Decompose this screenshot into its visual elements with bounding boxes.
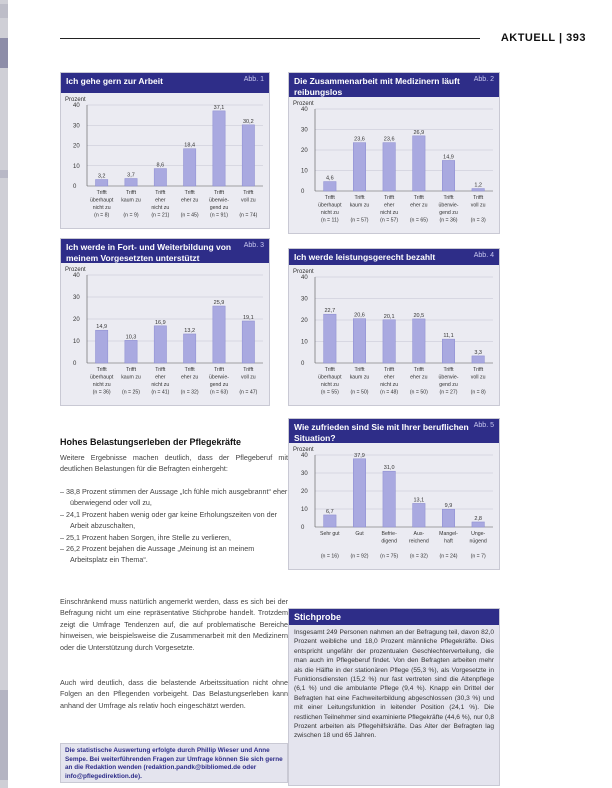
category-label: überwie- — [209, 374, 229, 381]
bar — [353, 459, 365, 527]
chart-title: Ich gehe gern zur Arbeit — [66, 76, 163, 86]
chart-panel-header — [61, 239, 269, 263]
category-label: eher — [155, 374, 166, 381]
bar — [442, 339, 454, 363]
bar-chart — [289, 265, 499, 405]
chart-panel-4 — [288, 248, 500, 406]
bar — [413, 319, 425, 363]
chart-panel-header — [289, 419, 499, 443]
bar — [442, 160, 454, 191]
category-label: kaum zu — [121, 197, 141, 204]
y-axis-label: Prozent — [293, 447, 314, 453]
category-label: (n = 91) — [209, 212, 229, 219]
category-label: (n = 21) — [151, 212, 170, 219]
data-label: 3,7 — [127, 172, 135, 179]
category-label: Trifft — [243, 190, 254, 196]
category-label: (n = 47) — [239, 389, 258, 396]
article-paragraph: Auch wird deutlich, dass die belastende Arbeitssituation nicht ohne Folgen an den Pflegenden vorbeigeht. Das Belastungserleben kann anhand der Umfrage als relativ hoch eingeschätzt werden. — [60, 678, 288, 710]
category-label: überhaupt — [89, 374, 114, 381]
category-label: Trifft — [125, 190, 137, 196]
data-label: 8,6 — [156, 162, 165, 169]
data-label: 14,9 — [96, 324, 108, 331]
category-label: Trifft — [413, 367, 424, 373]
category-label: (n = 24) — [439, 553, 458, 560]
category-label: Sehr gut — [320, 531, 340, 537]
category-label: (n = 41) — [151, 389, 170, 396]
list-item: – 25,1 Prozent haben Sorgen, ihre Stelle zu verlieren, — [60, 532, 232, 542]
chart-title: Wie zufrieden sind Sie mit Ihrer beruflichen Situation? — [294, 422, 469, 443]
category-label: überwie- — [438, 202, 459, 209]
data-label: 10,3 — [125, 334, 137, 341]
category-label: Trifft — [96, 190, 107, 196]
category-label: eher — [383, 374, 395, 381]
data-label: 13,1 — [413, 497, 425, 504]
bar — [324, 515, 336, 527]
category-label: eher zu — [181, 197, 199, 204]
category-label: digend — [381, 538, 397, 545]
category-label: Trifft — [155, 190, 166, 196]
bar — [213, 306, 225, 363]
category-label: (n = 16) — [320, 553, 339, 560]
bar — [383, 320, 395, 363]
data-label: 2,8 — [474, 515, 482, 522]
category-label: überwie- — [209, 197, 229, 204]
category-label: nügend — [469, 538, 487, 545]
category-label: nicht zu — [92, 382, 111, 388]
y-tick-label: 40 — [301, 107, 308, 113]
category-label: Trifft — [184, 367, 195, 373]
bar — [125, 340, 137, 363]
data-label: 26,9 — [413, 129, 425, 136]
y-tick-label: 20 — [73, 143, 80, 150]
category-label: eher — [155, 197, 166, 204]
category-label: eher zu — [410, 374, 428, 381]
bar — [324, 314, 336, 363]
chart-panel-header — [61, 73, 269, 93]
chart-title: Ich werde leistungsgerecht bezahlt — [294, 252, 436, 262]
contact-note: Die statistische Auswertung erfolgte durch Phillip Wieser und Anne Sempe. Bei weiterführenden Fragen zur Umfrage können Sie sich gerne an die Redaktion wenden (redaktion.pandk@bibliomed.de oder info@pflegedirektion.de). — [60, 743, 288, 783]
category-label: (n = 36) — [439, 217, 458, 224]
data-label: 18,4 — [184, 142, 196, 149]
y-axis-label: Prozent — [293, 269, 314, 275]
bar — [96, 330, 108, 363]
list-item: – 38,8 Prozent stimmen der Aussage „Ich fühle mich ausgebrannt“ eher überwiegend oder voll zu, — [60, 487, 288, 508]
category-label: Trifft — [473, 195, 484, 201]
y-tick-label: 10 — [301, 507, 308, 513]
y-tick-label: 20 — [301, 318, 308, 324]
page-edge-strip — [0, 0, 8, 788]
bar — [472, 189, 484, 191]
category-label: Trifft — [443, 195, 454, 201]
category-label: überhaupt — [318, 202, 342, 209]
category-label: (n = 48) — [380, 389, 399, 396]
chart-panel-header — [289, 249, 499, 265]
category-label: überwie- — [438, 374, 459, 381]
bar — [353, 143, 365, 191]
chart-panel-header — [289, 73, 499, 97]
y-tick-label: 40 — [301, 275, 308, 281]
category-label: (n = 63) — [209, 389, 229, 396]
category-label: Trifft — [354, 367, 365, 373]
category-label: nicht zu — [92, 205, 111, 211]
chart-abb-label: Abb. 1 — [243, 76, 264, 83]
category-label: (n = 8) — [470, 389, 486, 396]
category-label: voll zu — [240, 197, 256, 204]
category-label: (n = 27) — [439, 389, 458, 396]
data-label: 3,2 — [97, 173, 106, 180]
chart-abb-label: Abb. 5 — [473, 422, 494, 429]
data-label: 20,1 — [383, 313, 395, 320]
y-tick-label: 30 — [301, 296, 308, 303]
bar — [154, 169, 166, 186]
bar — [213, 111, 225, 186]
category-label: nicht zu — [151, 205, 170, 211]
category-label: Befrie- — [381, 531, 397, 537]
category-label: eher — [383, 202, 395, 209]
category-label: Gut — [355, 531, 364, 537]
data-label: 20,5 — [413, 312, 425, 319]
bar — [242, 125, 254, 186]
bar — [472, 356, 484, 363]
category-label: (n = 92) — [350, 553, 369, 560]
category-label: nicht zu — [151, 382, 170, 388]
category-label: Unge- — [471, 531, 486, 537]
category-label: (n = 57) — [350, 217, 369, 224]
category-label: gend zu — [439, 382, 458, 388]
category-label: nicht zu — [380, 382, 399, 388]
y-tick-label: 30 — [73, 295, 80, 301]
data-label: 25,9 — [213, 300, 225, 307]
category-label: voll zu — [240, 374, 256, 381]
y-tick-label: 30 — [73, 123, 80, 130]
category-label: (n = 45) — [180, 212, 199, 219]
category-label: voll zu — [470, 374, 486, 381]
header-rule — [60, 38, 480, 39]
y-tick-label: 10 — [73, 339, 80, 345]
category-label: voll zu — [470, 202, 486, 209]
data-label: 37,9 — [354, 452, 365, 459]
category-label: kaum zu — [349, 374, 370, 381]
category-label: Trifft — [96, 367, 107, 373]
category-label: überhaupt — [318, 374, 342, 381]
category-label: Trifft — [324, 367, 335, 373]
category-label: (n = 8) — [94, 212, 110, 219]
category-label: Trifft — [184, 190, 195, 196]
y-tick-label: 0 — [301, 525, 305, 531]
data-label: 4,6 — [326, 175, 334, 182]
stichprobe-text: Insgesamt 249 Personen nahmen an der Befragung teil, davon 82,0 Prozent weibliche und 18,0 Prozent männliche Pflegekräfte. Dies entspricht ungefähr der prozentualen Geschlechterverteilung, die man auch im Pflegeberuf findet. Von den Befragten arbeiten mehr als die Hälfte in der stationären Pflege (55,3 %), als Vorgesetzte in Funktionsdiensten (15,2 %) nur fast vertreten sind die Altenpflege (6,1 %) und die ambulante Pflege (9,4 %). Knapp ein Drittel der Befragten hat eine Fachweiterbildung abgeschlossen (30,3 %) und mit einer Leitungsfunktion in leitender Position (24,1 %). Die restlichen Teilnehmer sind examinierte Pflegekräfte (44,6 %), nur 0,8 Prozent arbeiten als Pflegehilfskräfte. Das Alter der Befragten lag zwischen 18 und 65 Jahren. — [294, 629, 494, 740]
bar-chart — [61, 263, 269, 405]
bar-chart — [61, 93, 269, 228]
category-label: (n = 36) — [92, 389, 111, 396]
chart-panel-5 — [288, 418, 500, 570]
category-label: Trifft — [384, 195, 395, 201]
y-tick-label: 40 — [301, 453, 308, 459]
category-label: (n = 7) — [470, 553, 486, 560]
data-label: 19,1 — [242, 314, 254, 321]
category-label: reichend — [408, 538, 429, 545]
y-tick-label: 30 — [301, 471, 308, 477]
category-label: nicht zu — [320, 210, 339, 216]
y-tick-label: 40 — [73, 103, 80, 109]
bar — [154, 326, 166, 363]
y-axis-label: Prozent — [293, 101, 314, 107]
category-label: nicht zu — [380, 210, 399, 216]
category-label: eher zu — [181, 374, 199, 381]
data-label: 11,1 — [443, 333, 454, 340]
data-label: 30,2 — [242, 118, 254, 125]
bar — [353, 319, 365, 363]
category-label: eher zu — [410, 202, 428, 209]
bar — [472, 522, 484, 527]
category-label: Trifft — [473, 367, 484, 373]
data-label: 9,9 — [444, 503, 453, 510]
bar — [383, 471, 395, 527]
category-label: (n = 32) — [409, 553, 428, 560]
bar — [442, 509, 454, 527]
y-tick-label: 0 — [73, 184, 77, 190]
category-label: überhaupt — [89, 197, 114, 204]
data-label: 31,0 — [383, 465, 395, 472]
stichprobe-box — [288, 608, 500, 786]
category-label: Trifft — [384, 367, 395, 373]
category-label: Trifft — [155, 367, 166, 373]
y-tick-label: 10 — [301, 339, 308, 346]
category-label: gend zu — [439, 210, 458, 216]
y-tick-label: 20 — [73, 317, 80, 323]
y-tick-label: 20 — [301, 489, 308, 495]
category-label: Aus- — [413, 531, 425, 537]
chart-abb-label: Abb. 4 — [473, 252, 494, 259]
category-label: nicht zu — [320, 382, 339, 388]
category-label: (n = 50) — [350, 389, 369, 396]
bar — [125, 179, 137, 186]
data-label: 22,7 — [324, 308, 336, 315]
article-bullet-list — [60, 486, 288, 566]
chart-panel-1 — [60, 72, 270, 229]
data-label: 20,6 — [354, 312, 365, 319]
data-label: 1,2 — [474, 182, 482, 189]
data-label: 3,3 — [474, 349, 482, 356]
article-intro: Weitere Ergebnisse machen deutlich, dass der Pflegeberuf mit deutlichen Belastungen für die Befragten einhergeht: — [60, 453, 288, 474]
data-label: 23,6 — [354, 136, 365, 143]
category-label: haft — [444, 538, 453, 545]
category-label: (n = 25) — [121, 389, 141, 396]
category-label: Trifft — [443, 367, 454, 373]
y-tick-label: 0 — [73, 361, 77, 367]
category-label: kaum zu — [349, 202, 370, 209]
bar — [324, 182, 336, 191]
y-tick-label: 30 — [301, 127, 308, 134]
data-label: 23,6 — [383, 136, 395, 143]
y-tick-label: 0 — [301, 189, 305, 195]
list-item: – 24,1 Prozent haben wenig oder gar keine Erholungszeiten von der Arbeit abzuschalten, — [60, 509, 277, 531]
y-axis-label: Prozent — [65, 97, 86, 103]
data-label: 13,2 — [184, 327, 196, 334]
category-label: (n = 11) — [321, 217, 339, 224]
list-item: – 26,2 Prozent bejahen die Aussage „Meinung ist an meinem Arbeitsplatz ein Thema“. — [60, 544, 255, 565]
category-label: (n = 9) — [123, 212, 139, 219]
category-label: Trifft — [125, 367, 137, 373]
bar — [413, 503, 425, 527]
category-label: Trifft — [213, 190, 225, 196]
category-label: (n = 75) — [380, 553, 399, 560]
category-label: (n = 57) — [380, 217, 399, 224]
article-heading: Hohes Belastungserleben der Pflegekräfte — [60, 437, 242, 447]
article-paragraph: Einschränkend muss natürlich angemerkt werden, dass es sich bei der Befragung nicht um eine repräsentative Stichprobe handelt. Trotzdem zeigt die Umfrage Tendenzen auf, die auf problematische Bereiche hinweisen, wie beispielsweise die Zusammenarbeit mit den Medizinern oder die Unterstützung durch Vorgesetzte. — [60, 597, 288, 652]
category-label: (n = 50) — [409, 389, 428, 396]
bar — [242, 321, 254, 363]
bar — [413, 136, 425, 191]
bar — [184, 149, 196, 186]
category-label: (n = 32) — [180, 389, 199, 396]
category-label: (n = 74) — [239, 212, 258, 219]
chart-abb-label: Abb. 3 — [243, 242, 264, 249]
y-tick-label: 20 — [301, 148, 308, 154]
bar — [383, 143, 395, 191]
category-label: gend zu — [209, 382, 229, 388]
category-label: Trifft — [213, 367, 225, 373]
category-label: kaum zu — [121, 374, 141, 381]
y-tick-label: 10 — [73, 163, 80, 170]
category-label: Trifft — [354, 195, 365, 201]
y-tick-label: 0 — [301, 361, 305, 367]
data-label: 37,1 — [213, 104, 225, 111]
chart-panel-3 — [60, 238, 270, 406]
data-label: 16,9 — [154, 319, 166, 326]
category-label: gend zu — [209, 205, 229, 211]
category-label: (n = 3) — [470, 217, 486, 224]
chart-title: Die Zusammenarbeit mit Medizinern läuft reibungslos — [294, 76, 460, 97]
y-tick-label: 10 — [301, 168, 308, 175]
bar-chart — [289, 443, 499, 569]
data-label: 14,9 — [443, 154, 454, 161]
chart-panel-2 — [288, 72, 500, 234]
stichprobe-heading: Stichprobe — [289, 609, 499, 625]
page-header-title: AKTUELL | 393 — [500, 32, 586, 44]
category-label: (n = 65) — [409, 217, 428, 224]
category-label: Trifft — [243, 367, 254, 373]
category-label: Trifft — [324, 195, 335, 201]
bar-chart — [289, 97, 499, 233]
category-label: Trifft — [413, 195, 424, 201]
chart-abb-label: Abb. 2 — [473, 76, 494, 83]
bar — [96, 180, 108, 186]
data-label: 6,7 — [326, 508, 334, 515]
category-label: Mangel- — [439, 531, 458, 537]
bar — [184, 334, 196, 363]
y-axis-label: Prozent — [65, 267, 86, 273]
y-tick-label: 40 — [73, 273, 80, 279]
chart-title: Ich werde in Fort- und Weiterbildung von meinem Vorgesetzten unterstützt — [66, 242, 232, 263]
category-label: (n = 55) — [320, 389, 339, 396]
